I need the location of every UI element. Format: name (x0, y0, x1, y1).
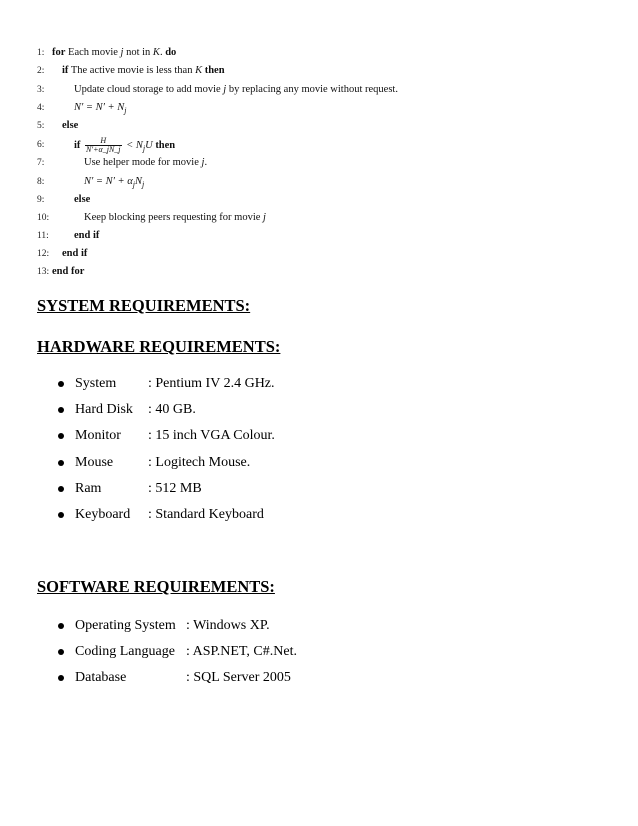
requirement-value: : 512 MB (148, 480, 202, 496)
bullet-icon (58, 675, 64, 681)
requirement-label: Hard Disk (75, 402, 133, 418)
algorithm-code (74, 137, 175, 157)
algorithm-code (62, 118, 78, 134)
line-number: 8: (37, 177, 45, 187)
bullet-icon (58, 512, 64, 518)
line-number: 5: (37, 121, 45, 131)
line-number: 7: (37, 158, 45, 168)
algorithm-code (84, 155, 207, 171)
algorithm-code (74, 100, 127, 119)
keyword: if (74, 139, 81, 151)
requirement-value: : Logitech Mouse. (148, 454, 251, 470)
hardware-requirements-heading: HARDWARE REQUIREMENTS: (37, 337, 281, 356)
keyword: then (204, 65, 225, 76)
bullet-icon (58, 381, 64, 387)
keyword: for (52, 47, 66, 58)
algorithm-code (84, 210, 266, 226)
math-text: N′ = N′ + N (74, 102, 125, 113)
keyword: end if (74, 230, 100, 241)
math-text: j (201, 157, 205, 168)
math-text: < N (123, 139, 143, 151)
line-number: 13: (37, 267, 50, 277)
requirement-label: Operating System (75, 618, 176, 633)
line-number: 11: (37, 231, 49, 241)
requirement-value: : SQL Server 2005 (186, 670, 291, 686)
code-text: Keep blocking peers requesting for movie (84, 212, 264, 223)
line-number: 2: (37, 66, 45, 76)
requirement-label: Coding Language (75, 644, 175, 660)
math-text: j (223, 84, 227, 95)
requirement-value: : Standard Keyboard (148, 507, 264, 522)
subscript: j (124, 106, 127, 116)
subscript: j (132, 180, 136, 190)
bullet-icon (58, 460, 64, 466)
math-text: N′ = N′ + α (84, 176, 133, 187)
requirement-value: : ASP.NET, C#.Net. (186, 644, 297, 660)
requirement-label: Mouse (75, 454, 114, 470)
keyword: then (155, 139, 176, 151)
requirement-value: : 40 GB. (148, 402, 196, 418)
algorithm-code (52, 45, 176, 61)
algorithm-code (74, 192, 90, 208)
algorithm-code (62, 246, 87, 262)
algorithm-block (0, 0, 638, 290)
requirement-label: Ram (75, 480, 102, 496)
code-text (80, 140, 83, 151)
math-text: N (135, 176, 143, 187)
subscript: j (142, 144, 146, 153)
algorithm-code (74, 228, 99, 244)
line-number: 12: (37, 249, 50, 259)
math-text: j (263, 212, 266, 223)
algorithm-code (52, 264, 84, 280)
algorithm-code (74, 82, 398, 98)
line-number: 1: (37, 48, 45, 58)
line-number: 10: (37, 213, 50, 223)
requirement-label: System (75, 376, 117, 391)
bullet-icon (58, 407, 64, 413)
bullet-icon (58, 433, 64, 439)
line-number: 6: (37, 140, 45, 150)
bullet-icon (58, 486, 64, 492)
math-text: U (145, 139, 153, 151)
subscript: j (142, 180, 145, 190)
requirement-label: Keyboard (75, 507, 131, 522)
code-text: Update cloud storage to add movie (74, 84, 224, 95)
math-text: j (120, 47, 124, 58)
bullet-icon (58, 623, 64, 629)
system-requirements-heading: SYSTEM REQUIREMENTS: (37, 296, 251, 315)
line-number: 9: (37, 195, 45, 205)
requirement-value: : 15 inch VGA Colour. (148, 428, 275, 444)
requirement-value: : Pentium IV 2.4 GHz. (148, 376, 275, 391)
line-number: 4: (37, 103, 45, 113)
requirement-label: Monitor (75, 428, 121, 444)
keyword: else (74, 194, 91, 205)
math-text: K (152, 47, 160, 58)
fraction: $\frac{H}{N'+\alpha\_jN\_j}$ (86, 136, 121, 154)
keyword: else (62, 120, 79, 131)
math-text: K (195, 65, 203, 76)
code-text: The active movie is less than (68, 65, 196, 76)
requirement-value: : Windows XP. (186, 618, 270, 633)
keyword: if (62, 65, 69, 76)
keyword: do (165, 47, 177, 58)
code-text: by replacing any movie without request. (226, 84, 398, 95)
code-text: . (204, 157, 208, 168)
code-text: not in (123, 47, 153, 58)
algorithm-code (84, 174, 144, 193)
keyword: end if (62, 248, 88, 259)
software-requirements-heading: SOFTWARE REQUIREMENTS: (37, 577, 275, 596)
requirement-label: Database (75, 670, 127, 686)
code-text: . (159, 47, 166, 58)
code-text: Use helper mode for movie (84, 157, 202, 168)
keyword: end for (52, 266, 85, 277)
algorithm-code (62, 63, 225, 79)
code-text: Each movie (65, 47, 121, 58)
line-number: 3: (37, 85, 45, 95)
bullet-icon (58, 649, 64, 655)
